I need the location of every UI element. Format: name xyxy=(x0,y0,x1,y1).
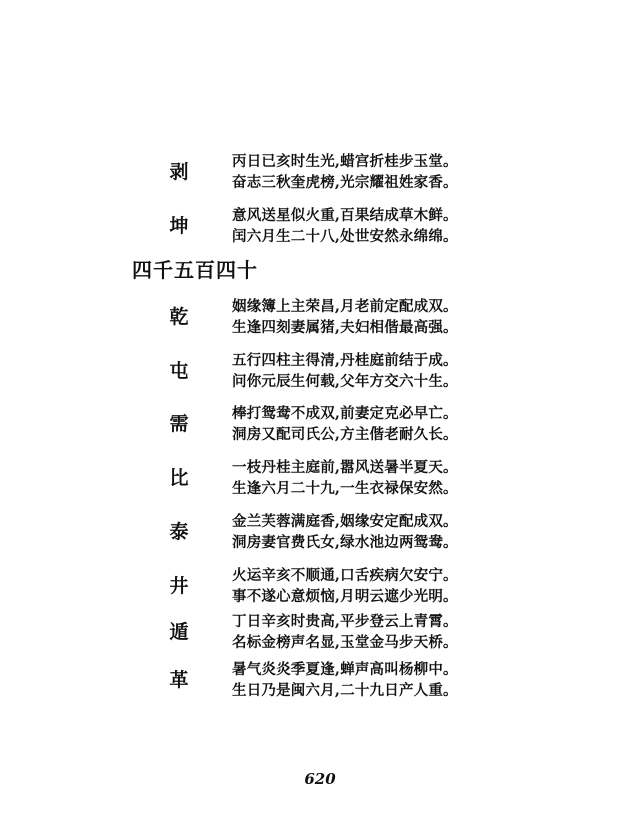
hexagram-name: 坤 xyxy=(169,215,189,237)
verse-line: 名标金榜声名显,玉堂金马步天桥。 xyxy=(232,634,458,651)
verse-line: 金兰芙蓉满庭香,姻缘安定配成双。 xyxy=(232,513,458,530)
verse xyxy=(232,565,612,607)
verse-line: 生日乃是闽六月,二十九日产人重。 xyxy=(232,682,458,699)
verse-line: 暑气炎炎季夏逢,蝉声高叫杨柳中。 xyxy=(232,661,458,678)
verse-line: 洞房又配司氏公,方主偕老耐久长。 xyxy=(232,426,458,443)
verse-line: 生逢六月二十九,一生衣禄保安然。 xyxy=(232,480,458,497)
section-title: 四千五百四十 xyxy=(132,258,258,282)
verse-line: 丙日已亥时生光,蜡宫折桂步玉堂。 xyxy=(232,153,458,170)
verse xyxy=(232,205,612,247)
fortune-entry xyxy=(0,205,640,251)
fortune-entry xyxy=(0,611,640,657)
verse-line: 棒打鸳鸯不成双,前妻定克必早亡。 xyxy=(232,405,458,422)
fortune-entry xyxy=(0,296,640,342)
fortune-entry xyxy=(0,350,640,396)
verse-line: 洞房妻官费氏女,绿水池边两鸳鸯。 xyxy=(232,534,458,551)
fortune-entry xyxy=(0,659,640,705)
hexagram-name: 比 xyxy=(169,467,189,489)
verse xyxy=(232,296,612,338)
page-number: 620 xyxy=(304,770,336,788)
hexagram-name: 革 xyxy=(169,669,189,691)
hexagram-name: 井 xyxy=(169,575,189,597)
verse xyxy=(232,611,612,653)
verse xyxy=(232,659,612,701)
verse-line: 一枝丹桂主庭前,嚣风送暑半夏天。 xyxy=(232,459,458,476)
fortune-entry xyxy=(0,403,640,449)
verse xyxy=(232,511,612,553)
hexagram-name: 泰 xyxy=(169,521,189,543)
hexagram-name: 剥 xyxy=(169,161,189,183)
verse-line: 火运辛亥不顺通,口舌疾病欠安宁。 xyxy=(232,567,458,584)
verse-line: 丁日辛亥时贵高,平步登云上青霄。 xyxy=(232,613,458,630)
verse-line: 问你元辰生何载,父年方交六十生。 xyxy=(232,373,458,390)
verse-line: 生逢四刻妻属猪,夫妇相偕最高强。 xyxy=(232,319,458,336)
verse-line: 闰六月生二十八,处世安然永绵绵。 xyxy=(232,228,458,245)
verse xyxy=(232,457,612,499)
fortune-entry xyxy=(0,511,640,557)
verse xyxy=(232,403,612,445)
fortune-entry xyxy=(0,457,640,503)
verse-line: 奋志三秋奎虎榜,光宗耀祖姓家香。 xyxy=(232,174,458,191)
hexagram-name: 需 xyxy=(169,413,189,435)
verse xyxy=(232,350,612,392)
verse-line: 五行四柱主得清,丹桂庭前结于成。 xyxy=(232,352,458,369)
fortune-entry xyxy=(0,565,640,611)
hexagram-name: 屯 xyxy=(169,360,189,382)
verse xyxy=(232,151,612,193)
verse-line: 事不遂心意烦恼,月明云遮少光明。 xyxy=(232,588,458,605)
verse-line: 意风送星似火重,百果结成草木鲜。 xyxy=(232,207,458,224)
fortune-entry xyxy=(0,151,640,197)
verse-line: 姻缘簿上主荣昌,月老前定配成双。 xyxy=(232,298,458,315)
hexagram-name: 遁 xyxy=(169,621,189,643)
hexagram-name: 乾 xyxy=(169,306,189,328)
